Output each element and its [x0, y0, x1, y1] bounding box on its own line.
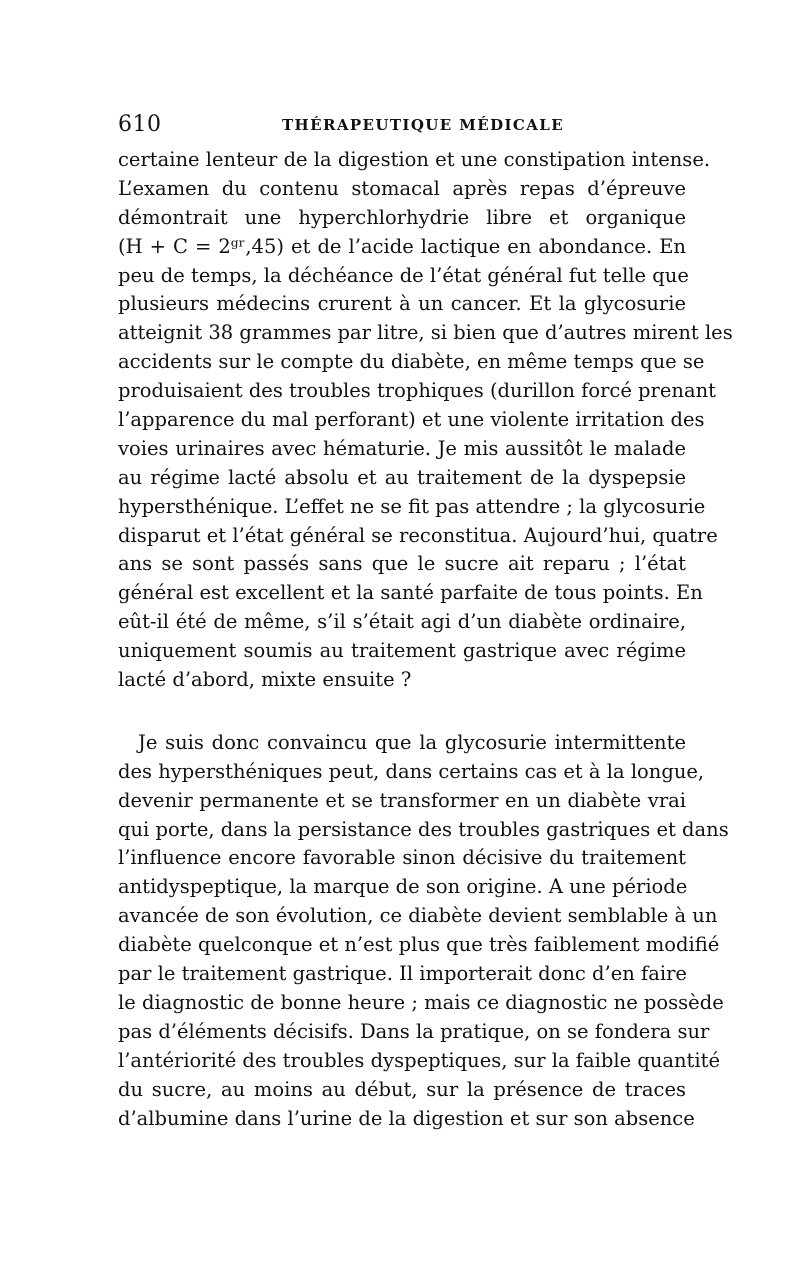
text-line: produisaient des troubles trophiques (durillon forcé prenant: [118, 379, 716, 403]
text-line: d’albumine dans l’urine de la digestion et sur son absence: [118, 1106, 695, 1130]
text-line: eût-il été de même, s’il s’était agi d’un diabète ordinaire,: [118, 610, 686, 634]
book-page: [118, 112, 733, 1133]
paragraph-spacer: [118, 695, 686, 729]
text-line: devenir permanente et se transformer en un diabète vrai: [118, 788, 686, 812]
text-line: général est excellent et la santé parfaite de tous points. En: [118, 581, 703, 605]
text-line: qui porte, dans la persistance des troubles gastriques et dans: [118, 817, 729, 841]
text-line: l’influence encore favorable sinon décisive du traitement: [118, 846, 686, 870]
paragraph-1: [118, 146, 733, 695]
text-line: le diagnostic de bonne heure ; mais ce diagnostic ne possède: [118, 990, 724, 1014]
text-line: antidyspeptique, la marque de son origine. A une période: [118, 875, 688, 899]
text-line: plusieurs médecins crurent à un cancer. Et la glycosurie: [118, 292, 686, 316]
text-line: disparut et l’état général se reconstitua. Aujourd’hui, quatre: [118, 523, 718, 547]
text-line: des hypersthéniques peut, dans certains cas et à la longue,: [118, 759, 705, 783]
text-line: du sucre, au moins au début, sur la présence de traces: [118, 1077, 686, 1101]
text-line: certaine lenteur de la digestion et une constipation intense.: [118, 148, 711, 171]
page-header: [118, 112, 686, 146]
text-line: avancée de son évolution, ce diabète devient semblable à un: [118, 904, 718, 928]
text-line: accidents sur le compte du diabète, en même temps que se: [118, 350, 705, 374]
text-line: L’examen du contenu stomacal après repas d’épreuve: [118, 176, 686, 200]
text-line: au régime lacté absolu et au traitement de la dyspepsie: [118, 465, 686, 489]
text-line: pas d’éléments décisifs. Dans la pratique, on se fondera sur: [118, 1019, 710, 1043]
text-line: l’apparence du mal perforant) et une violente irritation des: [118, 408, 705, 432]
text-line: atteignit 38 grammes par litre, si bien que d’autres mirent les: [118, 321, 733, 345]
text-line: hypersthénique. L’effet ne se fit pas attendre ; la glycosurie: [118, 494, 706, 518]
text-line: diabète quelconque et n’est plus que très faiblement modifié: [118, 933, 720, 957]
text-line: par le traitement gastrique. Il importerait donc d’en faire: [118, 962, 687, 986]
page-number: 610: [118, 112, 162, 137]
text-line: lacté d’abord, mixte ensuite ?: [118, 668, 412, 692]
text-line: Je suis donc convaincu que la glycosurie intermittente: [138, 730, 686, 754]
text-line: ans se sont passés sans que le sucre ait reparu ; l’état: [118, 552, 686, 576]
text-line: voies urinaires avec hématurie. Je mis aussitôt le malade: [118, 436, 686, 460]
running-title: THÉRAPEUTIQUE MÉDICALE: [282, 116, 565, 134]
paragraph-2: [118, 729, 729, 1133]
text-line: peu de temps, la déchéance de l’état général fut telle que: [118, 263, 689, 287]
text-line: l’antériorité des troubles dyspeptiques, sur la faible quantité: [118, 1048, 721, 1072]
text-line: (H + C = 2ᵍʳ,45) et de l’acide lactique en abondance. En: [118, 234, 686, 258]
text-line: démontrait une hyperchlorhydrie libre et organique: [118, 205, 686, 229]
text-line: uniquement soumis au traitement gastrique avec régime: [118, 639, 686, 663]
